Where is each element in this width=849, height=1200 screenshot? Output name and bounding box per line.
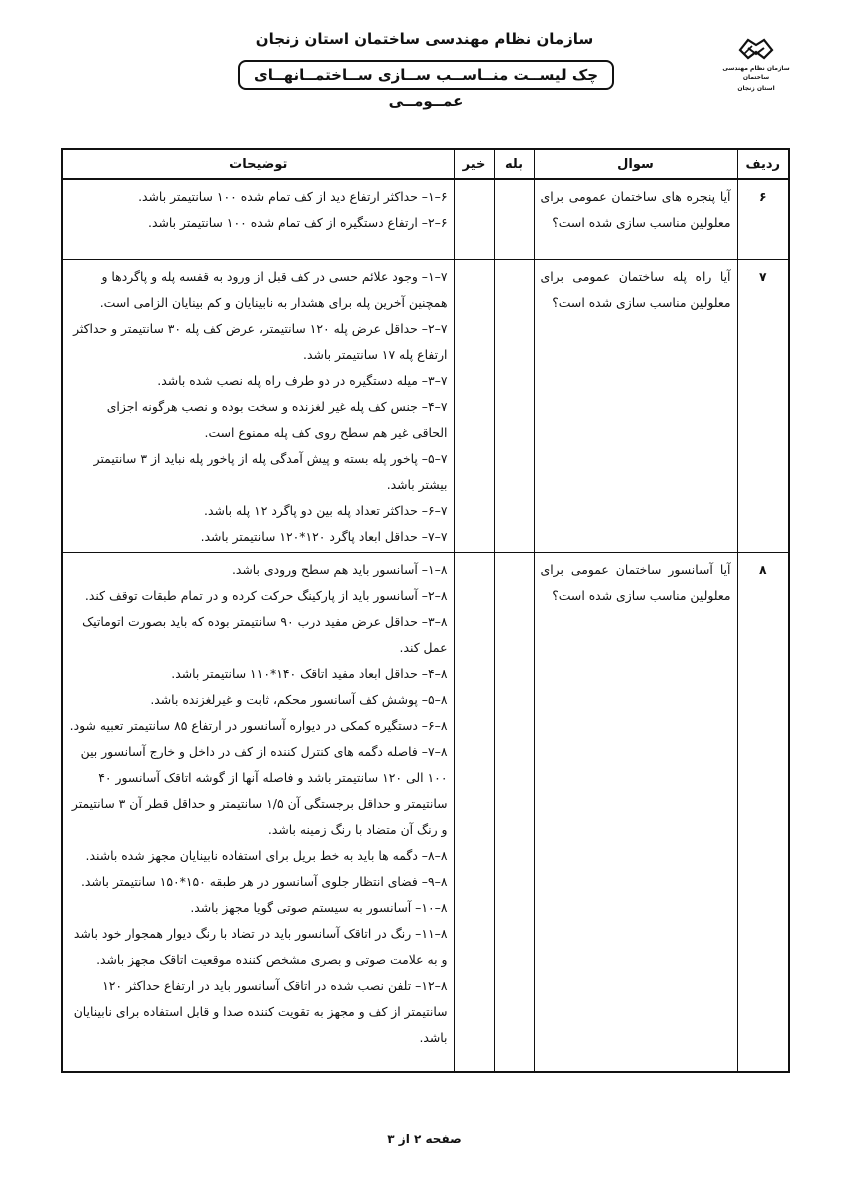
note-item: ۸–۵– پوشش کف آسانسور محکم، ثابت و غیرلغزنده باشد. [150,691,448,707]
header-notes: توضیحات [62,149,454,179]
note-item: ۸–۲– آسانسور باید از پارکینگ حرکت کرده و در تمام طبقات توقف کند. [84,587,448,603]
note-item: ۸–۷– فاصله دگمه های کنترل کننده از کف در داخل و خارج آسانسور بین ۱۰۰ الی ۱۲۰ سانتیمتر باشد و فاصله آنها از گوشه اتاقک آسانسور ۴۰ سانتیمتر و حداقل برجستگی آن ۱/۵ سانتیمتر و حداقل قطر آن ۳ سانتیمتر و رنگ آن متضاد با رنگ زمینه باشد. [71,743,448,837]
table-row [62,259,789,552]
row-question: آیا راه پله ساختمان عمومی برای معلولین مناسب سازی شده است؟ [534,259,737,552]
header-question: سوال [534,149,737,179]
row-question: آیا آسانسور ساختمان عمومی برای معلولین مناسب سازی شده است؟ [534,552,737,1072]
row-number: ۷ [737,259,789,552]
row-number: ۶ [737,179,789,259]
row-notes [62,552,454,1072]
note-item: ۸–۹– فضای انتظار جلوی آسانسور در هر طبقه ۱۵۰*۱۵۰ سانتیمتر باشد. [80,873,448,889]
note-item: ۶–۲– ارتفاع دستگیره از کف تمام شده ۱۰۰ سانتیمتر باشد. [148,215,448,230]
organization-title: سازمان نظام مهندسی ساختمان استان زنجان [255,30,594,48]
header-yes: بله [494,149,534,179]
table-row [62,179,789,259]
no-checkbox-cell[interactable] [454,259,494,552]
note-item: ۷–۲– حداقل عرض پله ۱۲۰ سانتیمتر، عرض کف پله ۳۰ سانتیمتر و حداکثر ارتفاع پله ۱۷ سانتیمتر باشد. [73,320,448,362]
note-item: ۶–۱– حداکثر ارتفاع دید از کف تمام شده ۱۰۰ سانتیمتر باشد. [138,189,448,204]
table-row [62,552,789,1072]
yes-checkbox-cell[interactable] [494,259,534,552]
note-item: ۸–۱۲– تلفن نصب شده در اتاقک آسانسور باید در ارتفاع حداکثر ۱۲۰ سانتیمتر از کف و مجهز به تقویت کننده صدا و قابل استفاده برای نابینایان باشد. [73,977,448,1045]
checklist-table [61,148,790,1073]
note-item: ۷–۵– پاخور پله بسته و پیش آمدگی پله از پاخور پله نباید از ۳ سانتیمتر بیشتر باشد. [93,450,448,492]
note-item: ۸–۱۰– آسانسور به سیستم صوتی گویا مجهز باشد. [190,899,448,915]
note-item: ۸–۴– حداقل ابعاد مفید اتاقک ۱۴۰*۱۱۰ سانتیمتر باشد. [171,665,448,681]
note-item: ۷–۳– میله دستگیره در دو طرف راه پله نصب شده باشد. [157,372,448,388]
row-number: ۸ [737,552,789,1072]
table-header-row [62,149,789,179]
document-title: چک لیســت منــاســب ســازی ســاختمــانهــای عمــومــی [238,60,614,90]
note-item: ۸–۶– دستگیره کمکی در دیواره آسانسور در ارتفاع ۸۵ سانتیمتر تعبیه شود. [69,717,448,733]
handshake-logo-icon [738,36,774,62]
row-notes [62,259,454,552]
note-item: ۸–۸– دگمه ها باید به خط بریل برای استفاده نابینایان مجهز شده باشند. [85,847,448,863]
note-item: ۷–۴– جنس کف پله غیر لغزنده و سخت بوده و نصب هرگونه اجزای الحاقی غیر هم سطح روی کف پله ممنوع است. [106,398,448,440]
header-row-number: ردیف [737,149,789,179]
note-item: ۸–۱– آسانسور باید هم سطح ورودی باشد. [231,561,448,577]
organization-logo [711,36,801,93]
header-no: خیر [454,149,494,179]
note-item: ۸–۱۱– رنگ در اتاقک آسانسور باید در تضاد با رنگ دیوار همجوار خود باشد و به علامت صوتی و بصری مشخص کننده موقعیت اتاقک مجهز باشد. [73,925,448,967]
no-checkbox-cell[interactable] [454,179,494,259]
no-checkbox-cell[interactable] [454,552,494,1072]
note-item: ۷–۱– وجود علائم حسی در کف قبل از ورود به قفسه پله و پاگردها و همچنین آخرین پله برای هشدار به نابینایان و کم بینایان الزامی است. [99,268,448,310]
row-notes [62,179,454,259]
note-item: ۷–۶– حداکثر تعداد پله بین دو پاگرد ۱۲ پله باشد. [204,502,448,518]
yes-checkbox-cell[interactable] [494,552,534,1072]
yes-checkbox-cell[interactable] [494,179,534,259]
row-question: آیا پنجره های ساختمان عمومی برای معلولین مناسب سازی شده است؟ [534,179,737,259]
page-number: صفحه ۲ از ۳ [387,1132,462,1146]
logo-caption-line2: استان زنجان [737,85,775,92]
logo-caption-line1: سازمان نظام مهندسی ساختمان [722,65,790,81]
note-item: ۷–۷– حداقل ابعاد پاگرد ۱۲۰*۱۲۰ سانتیمتر باشد. [200,528,448,544]
note-item: ۸–۳– حداقل عرض مفید درب ۹۰ سانتیمتر بوده که باید بصورت اتوماتیک عمل کند. [82,613,448,655]
